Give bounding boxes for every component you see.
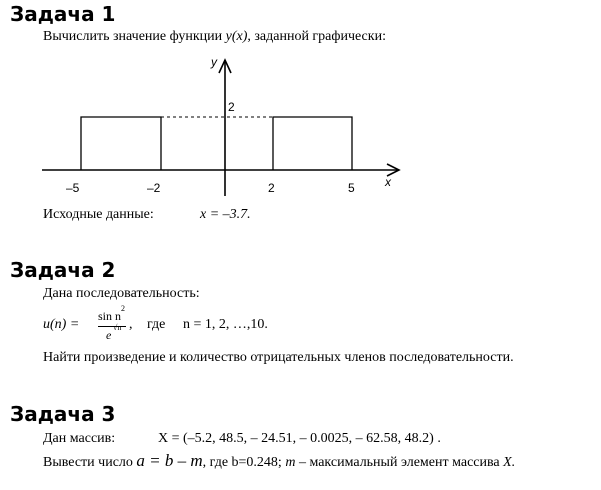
formula-comma: , — [129, 317, 133, 332]
y-axis-label: y — [211, 55, 217, 69]
task2-title: Задача 2 — [10, 258, 116, 282]
task3-line2-suffix: – максимальный элемент массива — [295, 455, 504, 470]
tick-label: 2 — [268, 181, 275, 195]
task3-line2 — [43, 452, 515, 472]
task3-given-label: Дан массив: — [43, 431, 116, 446]
formula-lhs: u(n) = — [43, 317, 80, 332]
task1-graph — [0, 0, 601, 215]
task1-text-after: , заданной графически: — [247, 29, 386, 44]
fraction — [98, 306, 126, 327]
task1-input-value: x = –3.7. — [200, 207, 251, 222]
denominator-base: e — [106, 328, 112, 342]
right-step — [273, 117, 352, 170]
task3-array: X = (–5.2, 48.5, – 24.51, – 0.0025, – 62.58, 48.2) . — [158, 431, 441, 446]
task3-line2-prefix: Вывести число — [43, 455, 137, 470]
denominator-exp: √n — [113, 323, 122, 332]
task1-function: y(x) — [225, 29, 248, 44]
task1-input-label: Исходные данные: — [43, 207, 154, 222]
left-step — [81, 117, 161, 170]
task3-line2-middle: , где b=0.248; — [202, 455, 286, 470]
task3-x-var: X. — [503, 455, 516, 470]
task2-question: Найти произведение и количество отрицательных членов последовательности. — [43, 350, 514, 365]
task3-m-var: m — [285, 455, 296, 470]
task2-intro: Дана последовательность: — [43, 286, 200, 301]
numerator-exp: 2 — [121, 304, 125, 313]
where-word: где — [147, 317, 166, 332]
tick-label: 5 — [348, 181, 355, 195]
task3-formula: a = b – m — [136, 451, 203, 470]
task1-title: Задача 1 — [10, 2, 116, 26]
tick-label: –5 — [66, 181, 80, 195]
x-axis-label: x — [385, 175, 391, 189]
task3-title: Задача 3 — [10, 402, 116, 426]
tick-label: –2 — [147, 181, 161, 195]
task1-text-before: Вычислить значение функции — [43, 29, 226, 44]
numerator: sin n — [98, 309, 122, 323]
n-range: n = 1, 2, …,10. — [183, 317, 268, 332]
level-label: 2 — [228, 100, 235, 114]
